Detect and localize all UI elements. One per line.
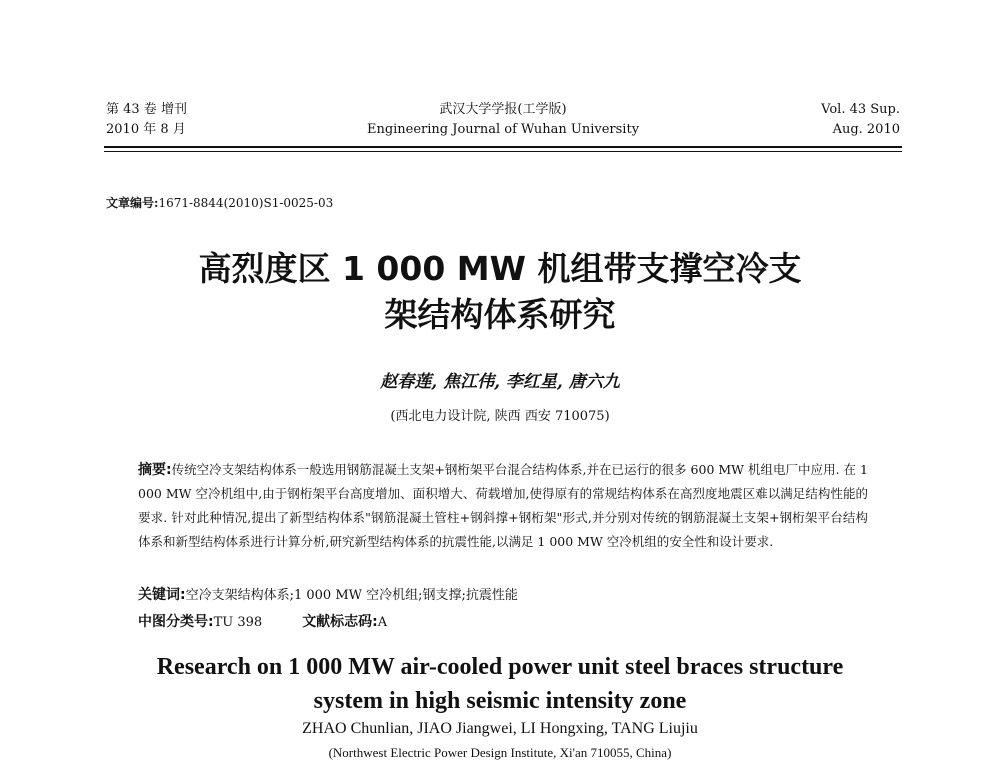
author-list: 赵春莲, 焦江伟, 李红星, 唐六九 bbox=[380, 372, 620, 392]
paper-title bbox=[0, 246, 1000, 338]
header-journal-en: Engineering Journal of Wuhan University bbox=[366, 122, 640, 137]
header-volume: 第 43 卷 增刊 bbox=[106, 102, 187, 117]
keywords-label: 关键词: bbox=[138, 587, 186, 603]
header-volume-info-en bbox=[821, 100, 900, 140]
clc-value: TU 398 bbox=[213, 615, 263, 630]
header-rule-thin bbox=[104, 151, 902, 152]
paper-title-line1: 高烈度区 1 000 MW 机组带支撑空冷支 bbox=[198, 249, 802, 288]
clc-label: 中图分类号: bbox=[138, 614, 214, 630]
header-rule-thick bbox=[104, 146, 902, 148]
article-number-value: 1671-8844(2010)S1-0025-03 bbox=[158, 196, 334, 210]
english-title-line2: system in high seismic intensity zone bbox=[313, 688, 687, 714]
classification bbox=[138, 611, 387, 631]
affiliation: (西北电力设计院, 陕西 西安 710075) bbox=[390, 409, 610, 424]
header-date-en: Aug. 2010 bbox=[832, 122, 900, 137]
doc-code-value: A bbox=[377, 615, 388, 630]
english-title-line1: Research on 1 000 MW air-cooled power unit steel braces structure bbox=[156, 654, 844, 680]
header-volume-en: Vol. 43 Sup. bbox=[821, 102, 900, 117]
english-affiliation: (Northwest Electric Power Design Institute, Xi'an 710055, China) bbox=[328, 745, 672, 760]
header-journal-cn: 武汉大学学报(工学版) bbox=[439, 102, 567, 117]
header-journal-name bbox=[106, 100, 900, 140]
abstract-text: 传统空冷支架结构体系一般选用钢筋混凝土支架+钢桁架平台混合结构体系,并在已运行的很多 600 MW 机组电厂中应用. 在 1 000 MW 空冷机组中,由于钢桁架平台高度增加、面积增大、荷载增加,使得原有的常规结构体系在高烈度地震区难以满足结构性能的要求. 针对此种情况,提出了新型结构体系"钢筋混凝土管柱+钢斜撑+钢桁架"形式,并分别对传统的钢筋混凝土支架+钢桁架平台结构体系和新型结构体系进行计算分析,研究新型结构体系的抗震性能,以满足 1 000 MW 空冷机组的安全性和设计要求. bbox=[138, 462, 868, 549]
article-number bbox=[106, 194, 333, 211]
abstract bbox=[138, 458, 868, 554]
keywords-text: 空冷支架结构体系;1 000 MW 空冷机组;钢支撑;抗震性能 bbox=[185, 588, 518, 603]
keywords bbox=[138, 584, 518, 604]
english-title bbox=[0, 650, 1000, 718]
paper-title-line2: 架结构体系研究 bbox=[384, 295, 616, 334]
english-authors: ZHAO Chunlian, JIAO Jiangwei, LI Hongxing, TANG Liujiu bbox=[302, 720, 698, 737]
running-header bbox=[106, 100, 900, 140]
abstract-label: 摘要: bbox=[138, 462, 172, 478]
doc-code-label: 文献标志码: bbox=[302, 614, 378, 630]
header-date: 2010 年 8 月 bbox=[106, 122, 186, 137]
article-number-label: 文章编号: bbox=[106, 196, 159, 210]
